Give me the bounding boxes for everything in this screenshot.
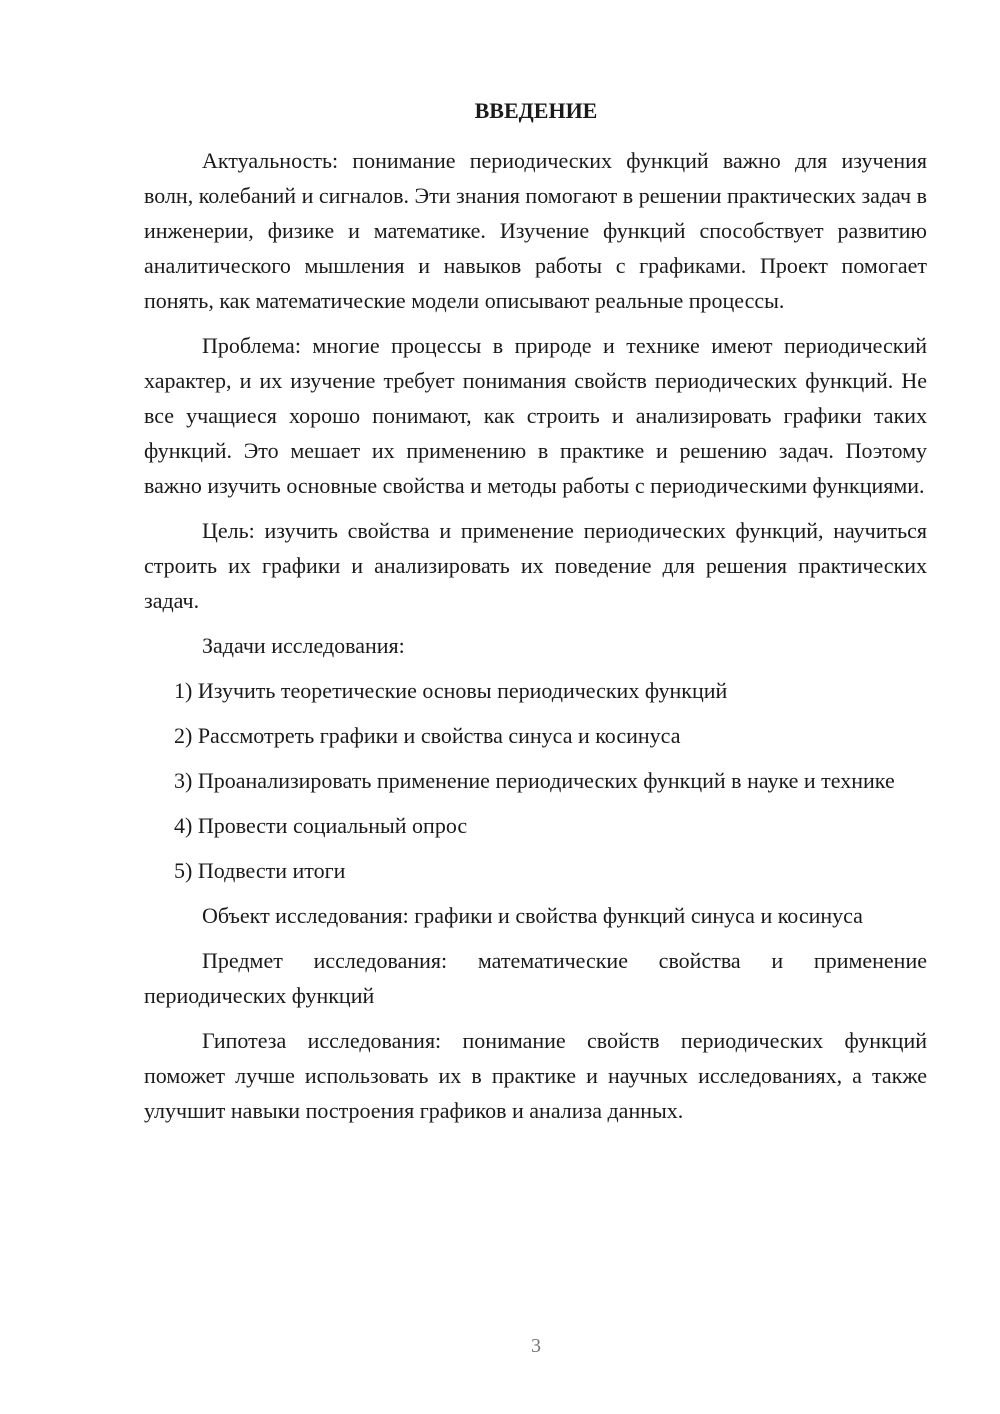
paragraph-goal: Цель: изучить свойства и применение периодических функций, научиться строить их графики и анализировать их поведение для решения практических задач. (144, 518, 927, 613)
task-item-2: 2) Рассмотреть графики и свойства синуса и косинуса (174, 723, 681, 748)
paragraph-problem: Проблема: многие процессы в природе и технике имеют периодический характер, и их изучение требует понимания свойств периодических функций. Не все учащиеся хорошо понимают, как строить и анализировать графики таких функций. Это мешает их применению в практике и решению задач. Поэтому важно изучить основные свойства и методы работы с периодическими функциями. (144, 333, 927, 498)
paragraph-subject: Предмет исследования: математические свойства и применение периодических функций (144, 948, 927, 1008)
task-item-5: 5) Подвести итоги (174, 858, 346, 883)
page-title: ВВЕДЕНИЕ (474, 98, 598, 123)
tasks-heading: Задачи исследования: (202, 633, 405, 658)
task-item-4: 4) Провести социальный опрос (174, 813, 468, 838)
paragraph-hypothesis: Гипотеза исследования: понимание свойств периодических функций поможет лучше использовать их в практике и научных исследованиях, а также улучшит навыки построения графиков и анализа данных. (144, 1028, 927, 1123)
task-item-3: 3) Проанализировать применение периодических функций в науке и технике (174, 768, 895, 793)
document-body (144, 143, 927, 1138)
paragraph-relevance: Актуальность: понимание периодических функций важно для изучения волн, колебаний и сигналов. Эти знания помогают в решении практических задач в инженерии, физике и математике. Изучение функций способствует развитию аналитического мышления и навыков работы с графиками. Проект помогает понять, как математические модели описывают реальные процессы. (144, 148, 927, 313)
paragraph-object: Объект исследования: графики и свойства функций синуса и косинуса (202, 903, 863, 928)
task-item-1: 1) Изучить теоретические основы периодических функций (174, 678, 728, 703)
page-number: 3 (531, 1335, 541, 1357)
